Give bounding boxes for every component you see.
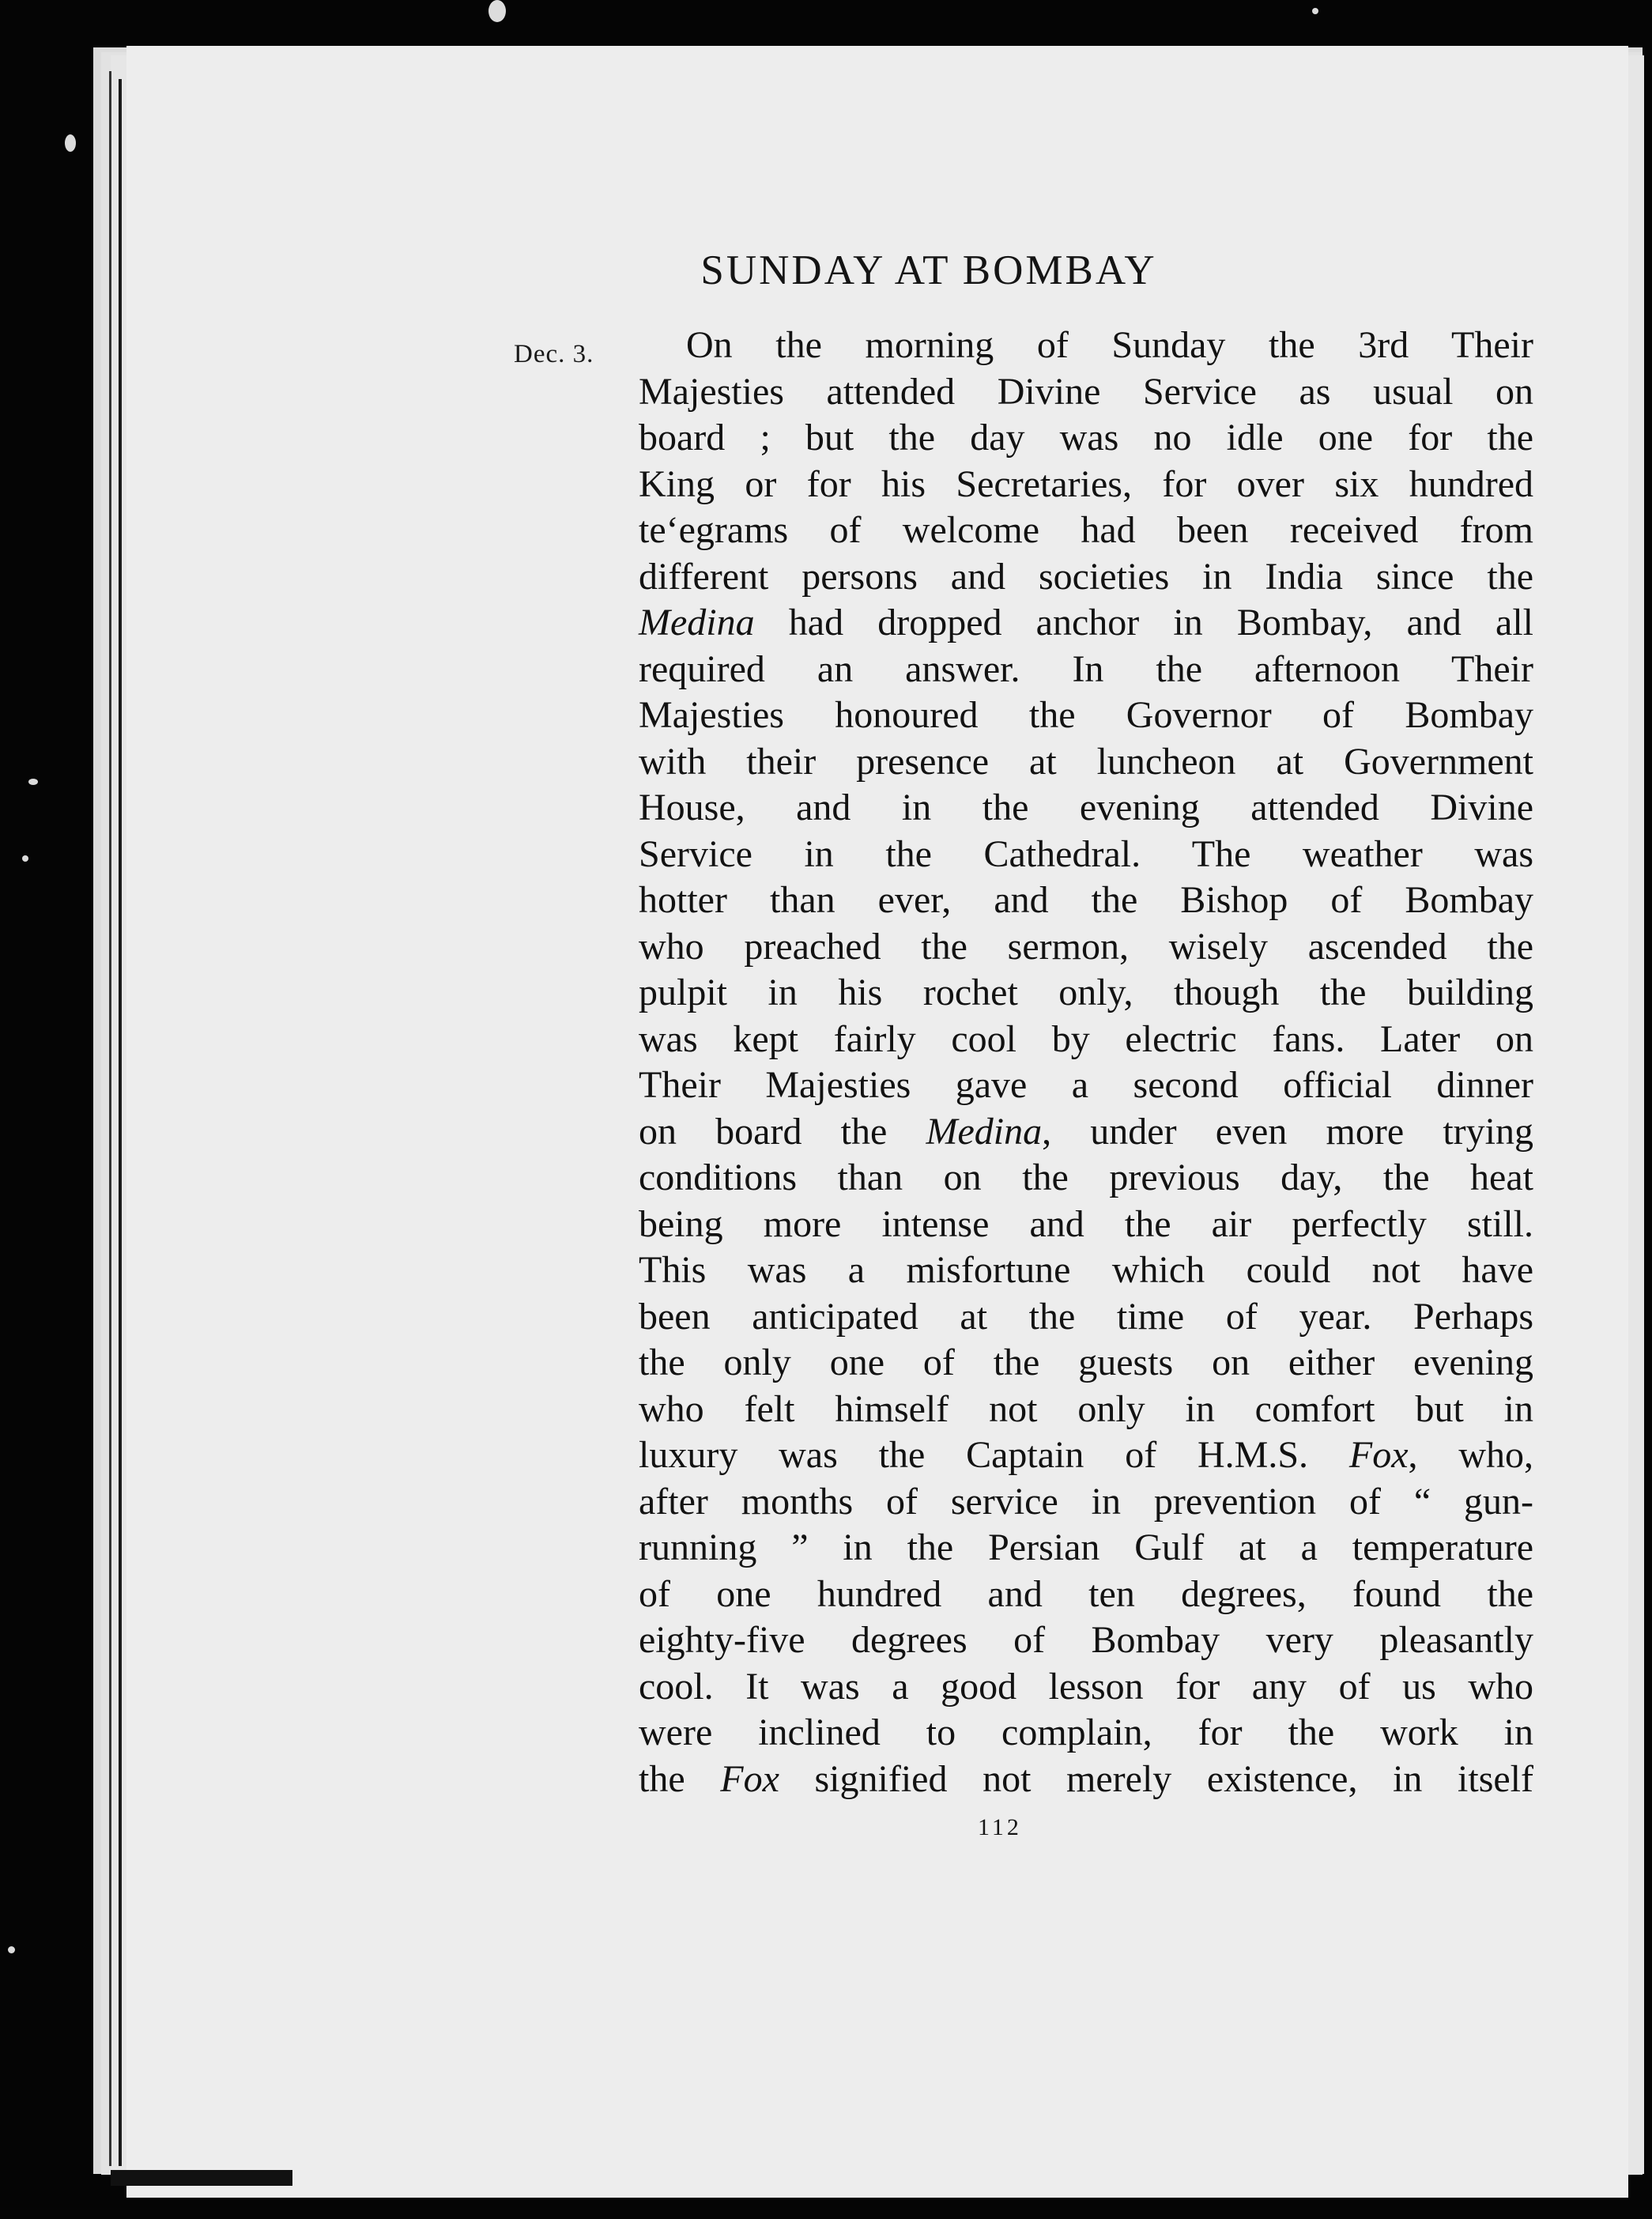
text-line: On the morning of Sunday the 3rd Their bbox=[686, 324, 1533, 366]
text-line bbox=[639, 1432, 1533, 1479]
text-line: conditions than on the previous day, the heat bbox=[639, 1157, 1533, 1198]
margin-date-note: Dec. 3. bbox=[514, 340, 594, 368]
text-fragment: the bbox=[639, 1757, 685, 1800]
text-line: eighty-five degrees of Bombay very pleasantly bbox=[639, 1619, 1533, 1661]
ship-name-medina: Medina bbox=[926, 1110, 1043, 1153]
page-bottom-shadow bbox=[111, 2170, 292, 2186]
text-line: running ” in the Persian Gulf at a temperature bbox=[639, 1527, 1533, 1568]
scan-speck bbox=[28, 779, 38, 785]
text-line: required an answer. In the afternoon Their bbox=[639, 647, 1533, 690]
text-line: teʻegrams of welcome had been received from bbox=[639, 509, 1533, 551]
text-fragment: had dropped anchor in Bombay, and all bbox=[788, 602, 1534, 643]
text-line: House, and in the evening attended Divine bbox=[639, 787, 1533, 828]
text-line bbox=[639, 1757, 1533, 1803]
ship-name-fox: Fox bbox=[720, 1757, 779, 1800]
text-fragment: on board the bbox=[639, 1110, 888, 1153]
text-fragment: , under even more trying bbox=[1042, 1110, 1534, 1153]
text-fragment: signified not merely existence, in itself bbox=[814, 1757, 1533, 1800]
text-line: who preached the sermon, wisely ascended the bbox=[639, 925, 1533, 968]
text-line: with their presence at luncheon at Government bbox=[639, 740, 1533, 783]
page-edge-line bbox=[119, 79, 122, 2166]
text-line: who felt himself not only in comfort but in bbox=[639, 1387, 1533, 1430]
text-line: King or for his Secretaries, for over six hundred bbox=[639, 462, 1533, 505]
text-line: pulpit in his rochet only, though the building bbox=[639, 972, 1533, 1013]
text-line: after months of service in prevention of “ gun- bbox=[639, 1480, 1533, 1523]
ship-name-fox: Fox bbox=[1348, 1434, 1409, 1476]
text-fragment: , who, bbox=[1408, 1434, 1534, 1476]
text-line: board ; but the day was no idle one for the bbox=[639, 417, 1533, 459]
page-edge-line bbox=[109, 71, 111, 2166]
scan-speck bbox=[1312, 8, 1318, 14]
running-head: SUNDAY AT BOMBAY bbox=[700, 247, 1157, 293]
text-line: Majesties attended Divine Service as usual on bbox=[639, 370, 1533, 413]
page-number: 112 bbox=[978, 1814, 1022, 1840]
text-fragment: luxury was the Captain of H.M.S. bbox=[639, 1434, 1309, 1476]
text-line: different persons and societies in India since the bbox=[639, 555, 1533, 598]
text-line: the only one of the guests on either evening bbox=[639, 1342, 1533, 1383]
text-line: was kept fairly cool by electric fans. Later on bbox=[639, 1017, 1533, 1060]
text-line: Service in the Cathedral. The weather was bbox=[639, 832, 1533, 875]
ship-name-medina: Medina bbox=[639, 602, 755, 643]
text-line: Their Majesties gave a second official dinner bbox=[639, 1064, 1533, 1106]
scan-speck bbox=[8, 1946, 15, 1953]
body-paragraph bbox=[639, 323, 1533, 1802]
text-line: Majesties honoured the Governor of Bombay bbox=[639, 694, 1533, 736]
text-line: cool. It was a good lesson for any of us who bbox=[639, 1665, 1533, 1708]
scan-speck bbox=[22, 855, 28, 862]
text-line: of one hundred and ten degrees, found the bbox=[639, 1572, 1533, 1615]
scan-speck bbox=[488, 0, 506, 22]
text-line: were inclined to complain, for the work in bbox=[639, 1711, 1533, 1753]
text-line: This was a misfortune which could not have bbox=[639, 1249, 1533, 1291]
text-line: hotter than ever, and the Bishop of Bombay bbox=[639, 879, 1533, 921]
text-line: been anticipated at the time of year. Perhaps bbox=[639, 1295, 1533, 1338]
scan-speck bbox=[65, 134, 76, 152]
text-line bbox=[639, 600, 1533, 647]
text-line: being more intense and the air perfectly still. bbox=[639, 1202, 1533, 1245]
text-line bbox=[639, 1109, 1533, 1156]
